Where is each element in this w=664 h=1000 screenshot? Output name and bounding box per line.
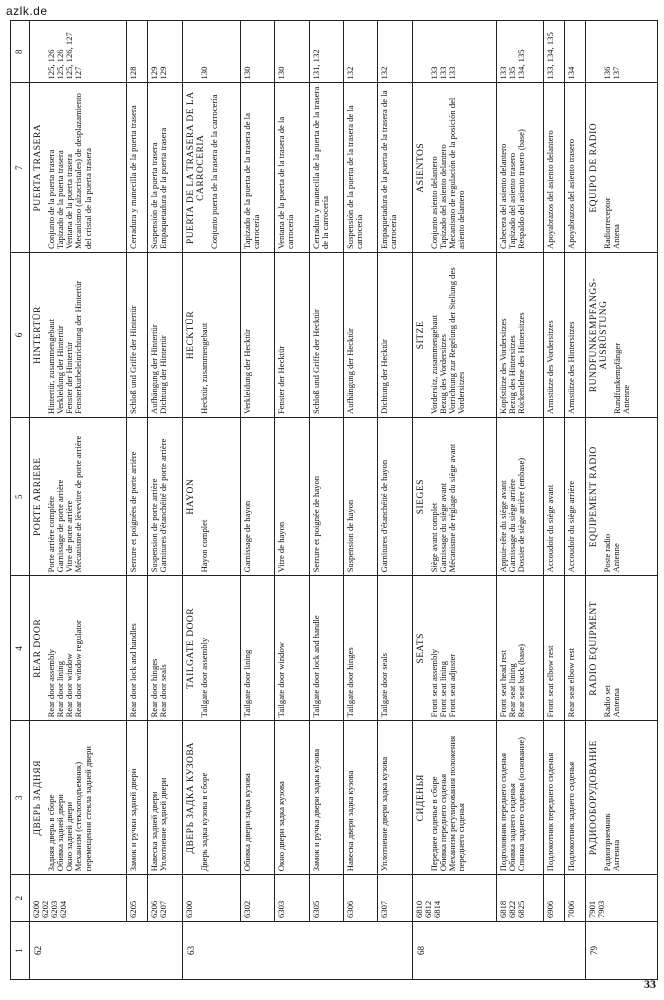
table-row xyxy=(127,21,148,980)
part-codes xyxy=(148,875,182,922)
description-es xyxy=(127,83,148,252)
page-refs-text: 132 xyxy=(379,66,390,80)
description-ru xyxy=(240,721,274,875)
description-text-en: Rear seat elbow rest xyxy=(566,647,577,718)
description-text-en: Front seat elbow rest xyxy=(545,645,556,718)
description-es xyxy=(275,83,309,252)
page-refs-text: 130 xyxy=(198,66,209,80)
description-text-fr: Siège avant complet Garnissage du siège avant Mécanisme de réglage du siège avant xyxy=(428,443,458,573)
description-text-fr: Porte arrière complète Garnissage de porte arrière Vitre de porte arrière Mécanisme de lèvevitre de porte arrière xyxy=(46,435,84,573)
description-es xyxy=(412,83,496,252)
description-de xyxy=(275,252,309,417)
group-number: 79 xyxy=(586,922,658,980)
description-text-es: Radiorreceptor Antena xyxy=(602,197,622,249)
description-text-de: Kopfstütze des Vordersitzes Bezug des Hintersitzes Rückenlehne des Hintersitzes xyxy=(497,312,526,415)
section-title-es: PUERTA DE LA TRASERA DE LA CARROCERIA xyxy=(185,91,206,245)
description-en xyxy=(30,576,127,721)
description-de xyxy=(30,252,127,417)
part-codes xyxy=(30,875,127,922)
page-refs xyxy=(240,21,274,84)
description-text-es: Conjunto asiento delantero Tapizado del asiento delantero Mecanismo de regulación de la posición del asiento delantero xyxy=(428,97,467,249)
description-de xyxy=(127,252,148,417)
description-text-es: Cerradura y manecilla de la puerta de la trasera de la carrocería xyxy=(310,86,330,249)
parts-catalog-table xyxy=(10,20,658,980)
header-col-1: 1 xyxy=(11,922,30,980)
description-fr xyxy=(412,418,496,576)
page-refs-text: 132 xyxy=(344,66,355,80)
description-fr xyxy=(182,418,240,576)
description-text-ru: Дверь задка кузова в сборе xyxy=(198,772,209,872)
description-text-fr: Suspension de hayon xyxy=(344,499,355,573)
description-fr xyxy=(378,418,412,576)
description-text-de: Rundfunkempfänger Antenne xyxy=(612,342,632,415)
description-es xyxy=(30,83,127,252)
description-fr xyxy=(148,418,182,576)
description-text-ru: Обивка двери задка кузова xyxy=(241,773,252,872)
table-row xyxy=(586,21,658,980)
description-text-en: Rear door hinges Rear door seals xyxy=(149,658,169,718)
part-codes xyxy=(343,875,377,922)
description-ru xyxy=(343,721,377,875)
part-code: 6810 xyxy=(413,900,424,919)
page-refs xyxy=(275,21,309,84)
description-es xyxy=(240,83,274,252)
description-text-es: Suspensión de la puerta trasera Empaquetadura de la puerta trasera xyxy=(149,127,169,249)
table-row xyxy=(275,21,309,980)
page-refs xyxy=(544,21,565,84)
description-de xyxy=(565,252,586,417)
description-text-es: Cerradura y manecilla de la puerta trasera xyxy=(128,105,139,249)
description-ru xyxy=(378,721,412,875)
page-refs-text: 133, 134, 135 xyxy=(545,32,556,80)
section-title-ru: ДВЕРЬ ЗАДКА КУЗОВА xyxy=(185,742,196,854)
description-es xyxy=(378,83,412,252)
section-title-ru: РАДИООБОРУДОВАНИЕ xyxy=(589,740,600,856)
description-text-fr: Appuie-tête du siège avant Garnissage du siège arrière Dossier de siège arrière (embase) xyxy=(497,457,526,573)
page-refs xyxy=(343,21,377,84)
description-text-de: Hintertür, zusammengebaut Verkleidung der Hintertür Fenster der Hintertür Fensterkurbeleinrichtung der Hintertür xyxy=(46,280,84,415)
description-text-ru: Замок и ручки задней двери xyxy=(128,768,139,872)
description-text-es: Conjunto de la puerta trasera Tapizado de la puerta trasera Ventana de la puerta trasera Mecanismo (alzacristales) de desplazamiento del cristal de la puerta trasera xyxy=(46,93,93,249)
section-title-fr: EQUIPEMENT RADIO xyxy=(589,446,600,548)
description-text-es: Apoyabrazos del asiento trasero xyxy=(566,138,577,249)
description-de xyxy=(496,252,544,417)
header-row xyxy=(11,21,30,980)
section-title-ru: ДВЕРЬ ЗАДНЯЯ xyxy=(33,760,43,836)
part-codes xyxy=(275,875,309,922)
part-code: 6814 xyxy=(431,900,442,919)
part-code: 7903 xyxy=(596,900,607,919)
page-refs-text: 134 xyxy=(566,66,577,80)
description-de xyxy=(182,252,240,417)
description-text-ru: Подголовник переднего сиденья Обивка заднего сиденья Спинка заднего сиденья (основание) xyxy=(497,736,526,872)
part-codes xyxy=(586,875,658,922)
table-body xyxy=(30,21,658,980)
section-title-fr: SIEGES xyxy=(415,479,426,515)
description-en xyxy=(586,576,658,721)
description-text-es: Suspensión de la puerta de la trasera de la carrocería xyxy=(344,105,365,249)
table-row xyxy=(30,21,127,980)
description-text-de: Schloß und Griffe der Hintertür xyxy=(128,305,139,415)
description-text-es: Apoyabrazos del asiento delantero xyxy=(545,130,556,249)
watermark: azlk.de xyxy=(6,4,48,18)
table-row xyxy=(240,21,274,980)
header-col-8: 8 xyxy=(11,21,30,84)
page-refs-text: 133 133 133 xyxy=(428,66,458,80)
description-text-ru: Навеска двери задка кузова xyxy=(344,770,355,872)
page-refs xyxy=(148,21,182,84)
description-text-en: Radio set Antenna xyxy=(602,685,622,718)
description-es xyxy=(496,83,544,252)
part-codes xyxy=(544,875,565,922)
table-row xyxy=(378,21,412,980)
part-code: 6906 xyxy=(545,900,556,919)
description-text-ru: Подлокотник заднего сиденья xyxy=(566,761,577,872)
description-text-de: Aufhängung der Hintertür Dichtung der Hintertür xyxy=(149,324,169,415)
description-ru xyxy=(586,721,658,875)
description-fr xyxy=(544,418,565,576)
group-number: 68 xyxy=(412,922,585,980)
description-fr xyxy=(496,418,544,576)
description-de xyxy=(240,252,274,417)
page-refs xyxy=(496,21,544,84)
part-code: 7901 xyxy=(587,900,598,919)
section-title-es: PUERTA TRASERA xyxy=(33,123,43,212)
description-text-fr: Suspension de porte arrière Garnitures d'étanchéité de porte arrière xyxy=(149,438,169,573)
section-title-de: HECKTÜR xyxy=(185,310,196,360)
part-codes xyxy=(309,875,343,922)
description-text-fr: Serrure et poignée de hayon xyxy=(310,475,321,573)
rotated-table-frame xyxy=(10,20,658,980)
description-ru xyxy=(275,721,309,875)
section-title-es: ASIENTOS xyxy=(415,142,426,193)
description-fr xyxy=(127,418,148,576)
header-col-5: 5 xyxy=(11,418,30,576)
description-de xyxy=(148,252,182,417)
description-en xyxy=(182,576,240,721)
section-title-en: RADIO EQUIPMENT xyxy=(589,600,600,696)
description-text-fr: Garnitures d'étanchéité de hayon xyxy=(379,459,390,573)
description-text-en: Front seat assembly Front seat lining Front seat adjuster xyxy=(428,649,458,718)
description-es xyxy=(565,83,586,252)
part-codes xyxy=(378,875,412,922)
part-code: 6203 xyxy=(49,900,60,919)
description-en xyxy=(148,576,182,721)
section-title-ru: СИДЕНЬЯ xyxy=(415,774,426,822)
description-de xyxy=(309,252,343,417)
description-text-ru: Замок и ручка двери задка кузова xyxy=(310,748,321,872)
description-es xyxy=(309,83,343,252)
table-row xyxy=(496,21,544,980)
section-title-en: SEATS xyxy=(415,633,426,664)
description-text-ru: Окно двери задка кузова xyxy=(276,781,287,872)
page-refs-text: 128 xyxy=(128,66,139,80)
description-text-es: Cabecera del asiento delantero Tapizado del asiento trasero Respaldo del asiento trasero (base) xyxy=(497,129,526,249)
description-ru xyxy=(309,721,343,875)
description-text-fr: Accoudoir du siège avant xyxy=(545,484,556,573)
header-col-7: 7 xyxy=(11,83,30,252)
description-en xyxy=(343,576,377,721)
page-refs xyxy=(182,21,240,84)
page-refs-text: 125, 126 125, 126 125, 126, 127 127 xyxy=(46,32,84,80)
description-es xyxy=(343,83,377,252)
section-title-es: EQUIPO DE RADIO xyxy=(589,122,600,213)
section-title-en: TAILGATE DOOR xyxy=(185,607,196,689)
table-row xyxy=(412,21,496,980)
page-refs xyxy=(586,21,658,84)
description-text-fr: Accoudoir du siège arrière xyxy=(566,480,577,573)
group-number: 63 xyxy=(182,922,412,980)
description-de xyxy=(343,252,377,417)
description-ru xyxy=(412,721,496,875)
page-refs xyxy=(378,21,412,84)
page-refs xyxy=(309,21,343,84)
header-col-2: 2 xyxy=(11,875,30,922)
description-fr xyxy=(275,418,309,576)
page-refs-text: 136 137 xyxy=(602,66,622,80)
section-title-fr: HAYON xyxy=(185,478,196,515)
description-es xyxy=(544,83,565,252)
description-text-de: Vordersitz, zusammengebaut Bezug des Vordersitzes Vorrichtung zur Regelung der Stellung des Vordersitzes xyxy=(428,267,467,415)
part-code: 6825 xyxy=(515,900,526,919)
description-de xyxy=(586,252,658,417)
description-text-de: Hecktür, zusammengebaut xyxy=(198,322,209,415)
description-fr xyxy=(30,418,127,576)
description-text-es: Empaquetadura de la puerta de la trasera de la carrocería xyxy=(379,90,399,249)
part-code: 6812 xyxy=(422,900,433,919)
description-ru xyxy=(565,721,586,875)
description-text-en: Rear door lock and handles xyxy=(128,623,139,718)
description-text-es: Tapizado de la puerta de la trasera de la carrocería xyxy=(241,113,261,249)
section-title-fr: PORTE ARRIERE xyxy=(33,457,43,536)
table-row xyxy=(544,21,565,980)
description-de xyxy=(378,252,412,417)
description-text-es: Conjunto puerta de la trasera de la carrocería xyxy=(208,94,219,249)
description-fr xyxy=(343,418,377,576)
description-text-en: Rear door assembly Rear door lining Rear door window Rear door window regulator xyxy=(46,620,84,718)
description-text-de: Fenster der Hecktür xyxy=(276,345,287,415)
page-refs xyxy=(127,21,148,84)
description-en xyxy=(544,576,565,721)
description-de xyxy=(412,252,496,417)
description-text-fr: Serrure et poignées de porte arrière xyxy=(128,451,139,573)
part-code: 6303 xyxy=(276,900,287,919)
description-text-fr: Garnissage de hayon xyxy=(241,500,252,573)
table-row xyxy=(309,21,343,980)
part-code: 6200 xyxy=(31,900,41,919)
description-es xyxy=(182,83,240,252)
description-text-de: Verkleidung der Hecktür xyxy=(241,329,252,415)
page-refs xyxy=(412,21,496,84)
description-text-ru: Подлокотник переднего сиденья xyxy=(545,752,556,872)
table-row xyxy=(343,21,377,980)
part-code: 6302 xyxy=(241,900,252,919)
part-code: 6300 xyxy=(183,900,194,919)
description-text-de: Aufhängung der Hecktür xyxy=(344,328,355,415)
header-col-3: 3 xyxy=(11,721,30,875)
part-code: 6818 xyxy=(497,900,508,919)
description-en xyxy=(496,576,544,721)
page-refs-spacer xyxy=(589,24,599,80)
description-text-fr: Poste radio Antenne xyxy=(602,533,622,573)
description-text-de: Armstütze des Vordersitzes xyxy=(545,320,556,415)
description-text-ru: Радиоприемник Антенна xyxy=(602,813,622,872)
description-text-fr: Vitre de hayon xyxy=(276,521,287,573)
page-refs xyxy=(565,21,586,84)
page-refs xyxy=(30,21,127,84)
header-col-6: 6 xyxy=(11,252,30,417)
description-text-en: Tailgate door window xyxy=(276,642,287,718)
description-text-ru: Задняя дверь в сборе Обивка задней двери Окно задней двери Механизм (стеклоподъемник) перемещения стекла задней двери xyxy=(46,746,93,872)
description-en xyxy=(565,576,586,721)
page-refs-text: 130 xyxy=(276,66,287,80)
page-refs-spacer xyxy=(33,24,43,80)
part-codes xyxy=(240,875,274,922)
section-title-de: RUNDFUNKEMPFANGS-AUSRÜSTUNG xyxy=(589,277,610,393)
part-codes xyxy=(127,875,148,922)
page-refs-spacer xyxy=(416,24,426,80)
description-ru xyxy=(496,721,544,875)
description-es xyxy=(148,83,182,252)
part-code: 6204 xyxy=(58,900,69,919)
header-col-4: 4 xyxy=(11,576,30,721)
description-ru xyxy=(182,721,240,875)
description-en xyxy=(275,576,309,721)
description-ru xyxy=(544,721,565,875)
group-number: 62 xyxy=(30,922,183,980)
part-codes xyxy=(565,875,586,922)
page-refs-text: 133 135 134, 135 xyxy=(497,49,526,80)
part-code: 6822 xyxy=(506,900,517,919)
description-en xyxy=(412,576,496,721)
part-codes xyxy=(412,875,496,922)
part-codes xyxy=(182,875,240,922)
description-text-ru: Уплотнение двери задка кузова xyxy=(379,756,390,872)
description-en xyxy=(378,576,412,721)
description-fr xyxy=(565,418,586,576)
description-text-en: Tailgate door assembly xyxy=(198,637,209,718)
description-de xyxy=(544,252,565,417)
description-ru xyxy=(127,721,148,875)
description-text-en: Tailgate door lining xyxy=(241,649,252,718)
description-text-ru: Переднее сиденье в сборе Обивка переднего сиденья Механизм регулирования положения переднего сиденья xyxy=(428,735,467,872)
section-title-de: SITZE xyxy=(415,320,426,350)
page-refs-text: 129 129 xyxy=(149,66,169,80)
page-refs-text: 131, 132 xyxy=(310,49,321,80)
description-text-es: Ventana de la puerta de la trasera de la carrocería xyxy=(276,116,296,249)
table-row xyxy=(565,21,586,980)
description-text-en: Front seat head rest Rear seat lining Rear seat back (base) xyxy=(497,644,526,718)
description-en xyxy=(309,576,343,721)
description-ru xyxy=(30,721,127,875)
description-fr xyxy=(240,418,274,576)
page-number: 33 xyxy=(644,977,656,991)
table-row xyxy=(148,21,182,980)
part-code: 6307 xyxy=(379,900,390,919)
description-text-en: Tailgate door lock and handle xyxy=(310,615,321,718)
part-code: 6207 xyxy=(158,900,169,919)
description-ru xyxy=(148,721,182,875)
section-title-de: HINTERTÜR xyxy=(33,306,43,364)
description-text-en: Tailgate door seals xyxy=(379,653,390,718)
part-code: 6206 xyxy=(149,900,160,919)
part-code: 6306 xyxy=(344,900,355,919)
part-code: 6305 xyxy=(310,900,321,919)
description-text-ru: Навеска задней двери Уплотнение задней двери xyxy=(149,777,169,872)
part-code: 6205 xyxy=(128,900,139,919)
table-row xyxy=(182,21,240,980)
description-es xyxy=(586,83,658,252)
description-text-de: Dichtung der Hecktür xyxy=(379,339,390,415)
description-fr xyxy=(586,418,658,576)
description-text-de: Schloß und Griffe der Hecktür xyxy=(310,309,321,415)
part-code: 6202 xyxy=(40,900,51,919)
description-en xyxy=(240,576,274,721)
section-title-en: REAR DOOR xyxy=(33,618,43,678)
description-en xyxy=(127,576,148,721)
description-text-de: Armstütze des Hintersitzes xyxy=(566,321,577,415)
rotated-table xyxy=(10,20,658,980)
description-fr xyxy=(309,418,343,576)
description-text-en: Tailgate door hinges xyxy=(344,647,355,718)
part-code: 7006 xyxy=(566,900,577,919)
description-text-fr: Hayon complet xyxy=(198,519,209,573)
page-refs-spacer xyxy=(186,24,196,80)
page-refs-text: 130 xyxy=(241,66,252,80)
part-codes xyxy=(496,875,544,922)
